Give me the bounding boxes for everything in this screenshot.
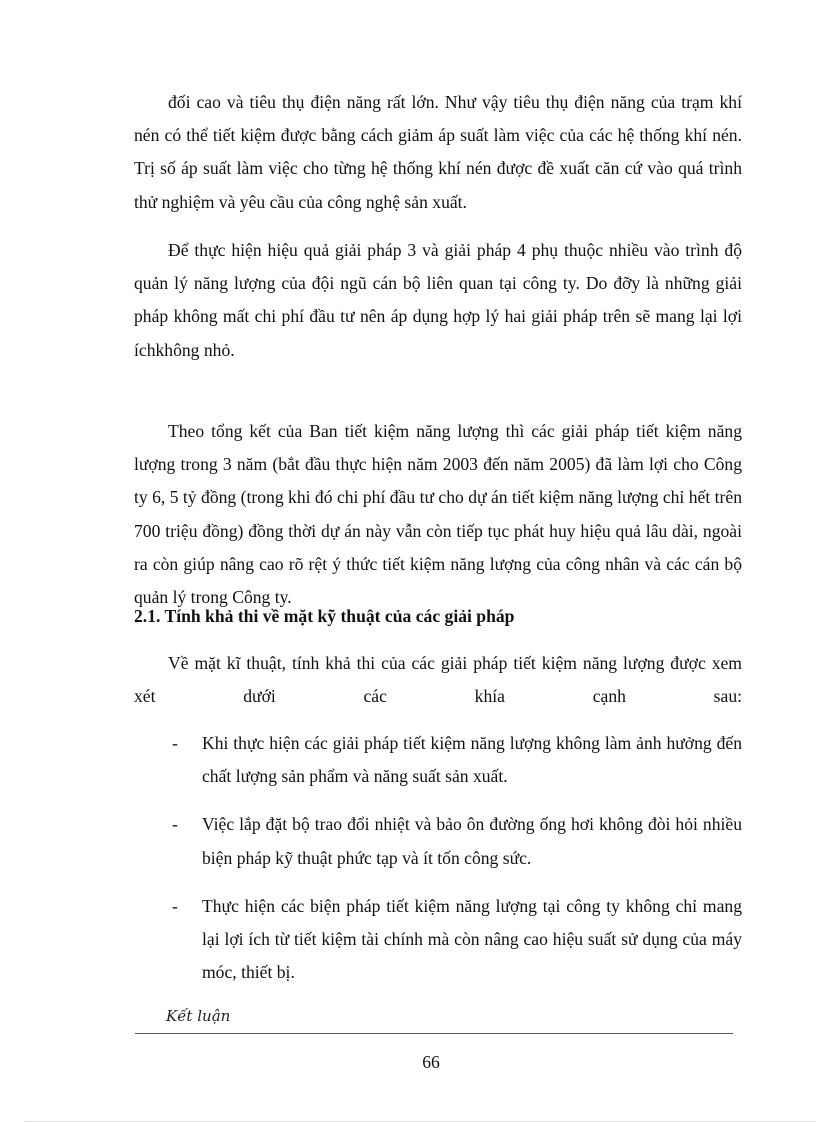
section-intro: Về mặt kĩ thuật, tính khả thi của các giải pháp tiết kiệm năng lượng được xem xét dưới các khía cạnh sau: (134, 653, 742, 707)
paragraph-3: Theo tổng kết của Ban tiết kiệm năng lượng thì các giải pháp tiết kiệm năng lượng trong 3 năm (bắt đầu thực hiện năm 2003 đến năm 2005) đã làm lợi cho Công ty 6, 5 tỷ đồng (trong khi đó chi phí đầu tư cho dự án tiết kiệm năng lượng chỉ hết trên 700 triệu đồng) đồng thời dự án này vẫn còn tiếp tục phát huy hiệu quả lâu dài, ngoài ra còn giúp nâng cao rõ rệt ý thức tiết kiệm năng lượng của công nhân và các cán bộ quản lý trong Công ty. (134, 421, 742, 608)
bullet-list (134, 727, 742, 989)
dash-bullet-icon: - (172, 895, 178, 916)
footer-section-label: Kết luận (166, 1007, 231, 1025)
bullet-item-1 (134, 727, 742, 793)
bullet-item-3 (134, 890, 742, 990)
bullet-text-2: Việc lắp đặt bộ trao đổi nhiệt và bảo ôn đường ống hơi không đòi hỏi nhiều biện pháp kỹ thuật phức tạp và ít tốn công sức. (202, 814, 742, 868)
bullet-text-3: Thực hiện các biện pháp tiết kiệm năng lượng tại công ty không chỉ mang lại lợi ích từ tiết kiệm tài chính mà còn nâng cao hiệu suất sử dụng của máy móc, thiết bị. (202, 895, 742, 983)
paragraph-block-1 (134, 86, 742, 219)
footer-divider (135, 1033, 733, 1034)
page-edge-divider (24, 1121, 816, 1122)
bullet-text-1: Khi thực hiện các giải pháp tiết kiệm năng lượng không làm ảnh hưởng đến chất lượng sản phẩm và năng suất sản xuất. (202, 733, 742, 787)
section-intro-block (134, 647, 742, 713)
section-heading: 2.1. Tính khả thi về mặt kỹ thuật của các giải pháp (134, 606, 515, 626)
paragraph-block-3 (134, 415, 742, 614)
dash-bullet-icon: - (172, 814, 178, 835)
bullet-item-2 (134, 808, 742, 874)
paragraph-2: Để thực hiện hiệu quả giải pháp 3 và giải pháp 4 phụ thuộc nhiều vào trình độ quản lý năng lượng của đội ngũ cán bộ liên quan tại công ty. Do đỡy là những giải pháp không mất chi phí đầu tư nên áp dụng hợp lý hai giải pháp trên sẽ mang lại lợi íchkhông nhỏ. (134, 240, 742, 360)
dash-bullet-icon: - (172, 733, 178, 753)
paragraph-1: đối cao và tiêu thụ điện năng rất lớn. Như vậy tiêu thụ điện năng của trạm khí nén có thể tiết kiệm được bằng cách giảm áp suất làm việc của các hệ thống khí nén. Trị số áp suất làm việc cho từng hệ thống khí nén được đề xuất căn cứ vào quá trình thử nghiệm và yêu cầu của công nghệ sản xuất. (134, 92, 742, 212)
page-number: 66 (422, 1052, 440, 1072)
paragraph-block-2 (134, 234, 742, 367)
